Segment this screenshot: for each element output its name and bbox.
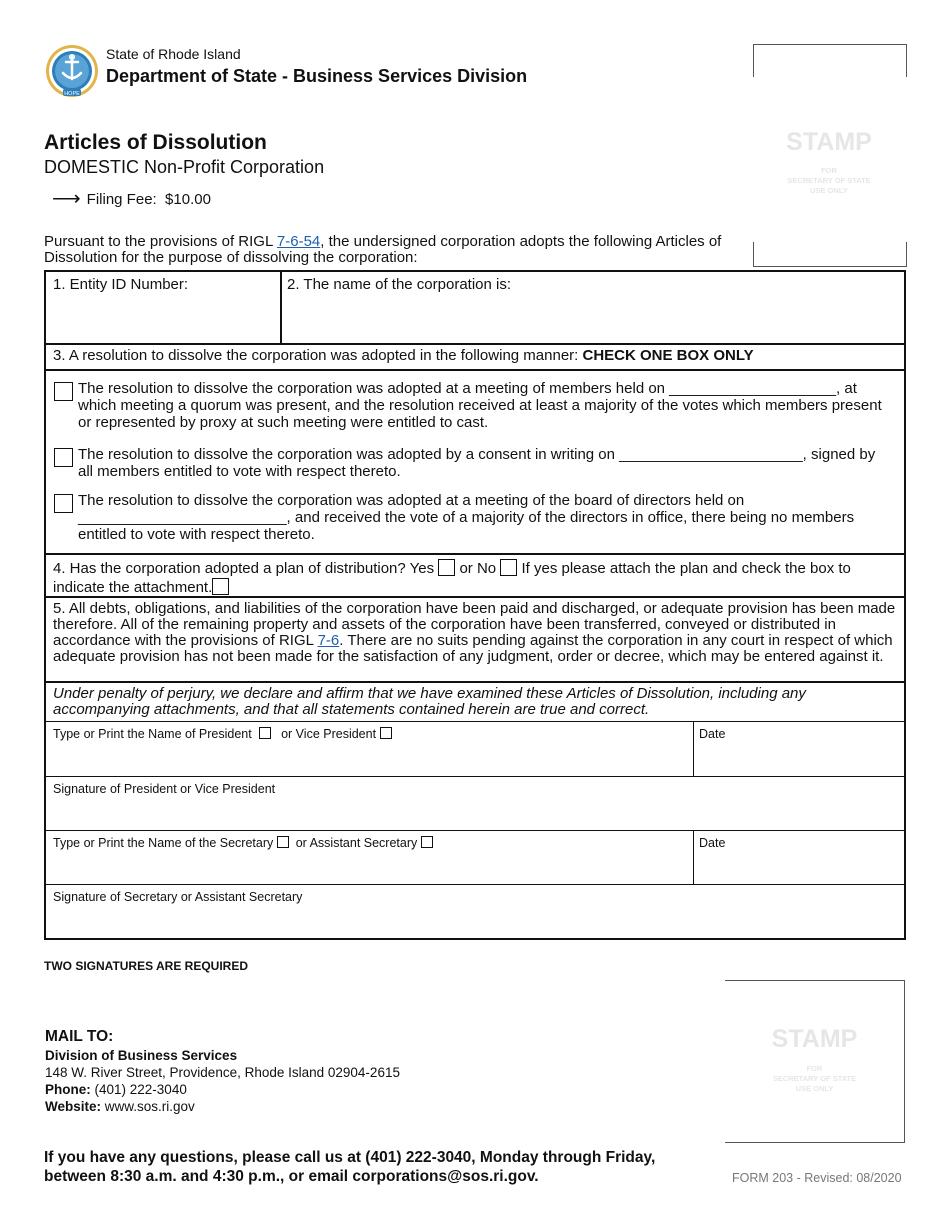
seal-icon (45, 44, 99, 98)
website: www.sos.ri.gov (104, 1099, 195, 1114)
stamp-word: STAMP (771, 1025, 858, 1053)
stamp-box-bottom (725, 980, 905, 1143)
checkbox-plan-yes[interactable] (438, 559, 455, 576)
division-name: Division of Business Services (45, 1048, 238, 1063)
checkbox-board-meeting[interactable] (54, 494, 73, 513)
page-title: Articles of Dissolution (44, 131, 267, 154)
checkbox-assistant-secretary[interactable] (421, 836, 433, 848)
state-name: State of Rhode Island (106, 46, 241, 62)
arrow-right-icon: ⟶ (52, 188, 81, 210)
checkbox-written-consent[interactable] (54, 448, 73, 467)
two-signatures-note: TWO SIGNATURES ARE REQUIRED (44, 959, 249, 973)
stamp-frame-top (753, 44, 907, 77)
option-members-meeting: The resolution to dissolve the corporation was adopted at a meeting of members held on ____________________, at which meeting a quorum was present, and the resolution received at least a majority of the votes which members present or represented by proxy at such meeting were entitled to cast. (52, 380, 890, 431)
section3-heading: 3. A resolution to dissolve the corporation was adopted in the following manner: CHECK ONE BOX ONLY (53, 347, 754, 364)
divider (280, 272, 282, 343)
mail-to-block: MAIL TO: Division of Business Services 148 W. River Street, Providence, Rhode Island 02904-2615 Phone: (401) 222-3040 Website: www.sos.ri.gov (45, 1028, 400, 1114)
stamp-note: FOR SECRETARY OF STATE USE ONLY (787, 166, 871, 195)
corp-name-label: 2. The name of the corporation is: (287, 276, 512, 293)
checkbox-members-meeting[interactable] (54, 382, 73, 401)
entity-id-input[interactable] (53, 296, 275, 340)
checkbox-vice-president[interactable] (380, 727, 392, 739)
mail-address: 148 W. River Street, Providence, Rhode Island 02904-2615 (45, 1065, 400, 1080)
intro-paragraph: Pursuant to the provisions of RIGL 7-6-54, the undersigned corporation adopts the following Articles of Dissolution for the purpose of dissolving the corporation: (44, 233, 722, 266)
divider (46, 343, 904, 345)
president-name-label: Type or Print the Name of President or Vice President (53, 726, 392, 742)
date-label: Date (699, 836, 726, 850)
divider (46, 553, 904, 555)
divider (46, 369, 904, 371)
corp-name-input[interactable] (287, 296, 897, 340)
divider (46, 830, 904, 831)
section5-paragraph: 5. All debts, obligations, and liabilities of the corporation have been paid and discharged, or adequate provision has been made therefore. All of the remaining property and assets of the corporation have been transferred, conveyed or distributed in accordance with the provisions of RIGL 7-6. There are no suits pending against the corporation in any court in respect of which adequate provision has not been made for the satisfaction of any judgment, order or decree, which may be entered against it. (53, 600, 896, 665)
checkbox-plan-attached[interactable] (212, 578, 229, 595)
president-signature-label: Signature of President or Vice President (53, 782, 276, 796)
divider (693, 830, 694, 884)
divider (46, 596, 904, 598)
date-label: Date (699, 727, 726, 741)
state-seal (45, 44, 99, 98)
secretary-signature-label: Signature of Secretary or Assistant Secretary (53, 890, 303, 904)
checkbox-plan-no[interactable] (500, 559, 517, 576)
rigl-7-6-link[interactable]: 7-6 (317, 632, 340, 649)
phone-number: (401) 222-3040 (94, 1082, 187, 1097)
questions-note: If you have any questions, please call us at (401) 222-3040, Monday through Friday, between 8:30 a.m. and 4:30 p.m., or email corporations@sos.ri.gov. (44, 1149, 656, 1185)
stamp-word: STAMP (786, 128, 872, 156)
department-name: Department of State - Business Services Division (106, 66, 528, 86)
filing-fee: ⟶ Filing Fee: $10.00 (52, 188, 211, 210)
checkbox-president[interactable] (259, 727, 271, 739)
entity-id-label: 1. Entity ID Number: (53, 276, 189, 293)
divider (46, 776, 904, 777)
stamp-note: FOR SECRETARY OF STATE USE ONLY (772, 1064, 857, 1093)
form-table (44, 270, 906, 940)
divider (46, 681, 904, 683)
perjury-statement: Under penalty of perjury, we declare and affirm that we have examined these Articles of Dissolution, including any accompanying attachments, and that all statements contained herein are true and correct. (53, 685, 806, 718)
divider (46, 721, 904, 722)
secretary-name-label: Type or Print the Name of the Secretary or Assistant Secretary (53, 835, 433, 851)
divider (46, 884, 904, 885)
mail-heading: MAIL TO: (45, 1028, 114, 1045)
option-written-consent: The resolution to dissolve the corporation was adopted by a consent in writing on ______________________, signed by all members entitled to vote with respect thereto. (52, 446, 890, 480)
seal-text: HOPE (64, 91, 80, 97)
rigl-link[interactable]: 7-6-54 (276, 233, 321, 250)
checkbox-secretary[interactable] (277, 836, 289, 848)
divider (693, 721, 694, 776)
stamp-frame-bottom (753, 242, 907, 267)
form-number: FORM 203 - Revised: 08/2020 (732, 1171, 902, 1185)
section4-question: 4. Has the corporation adopted a plan of distribution? Yes or No If yes please attach the plan and check the box to indicate the attachment. (53, 560, 851, 596)
option-board-meeting: The resolution to dissolve the corporation was adopted at a meeting of the board of directors held on _________________________, and received the vote of a majority of the directors in office, there being no members entitled to vote with respect thereto. (52, 492, 890, 543)
page-subtitle: DOMESTIC Non-Profit Corporation (44, 157, 325, 177)
